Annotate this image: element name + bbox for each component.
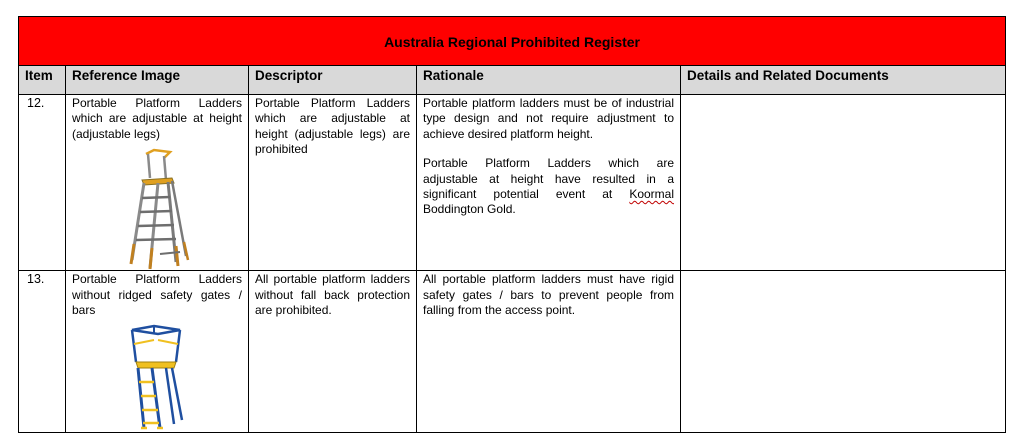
details-cell <box>681 95 1006 271</box>
column-header-item: Item <box>19 66 66 95</box>
reference-text: Portable Platform Ladders which are adjustable at height (adjustable legs) <box>72 96 242 141</box>
table-row <box>19 95 1006 271</box>
reference-text: Portable Platform Ladders without ridged safety gates / bars <box>72 272 242 318</box>
header-row <box>19 66 1006 95</box>
column-header-rationale: Rationale <box>417 66 681 95</box>
rationale-text: Portable Platform Ladders which are adjustable at height have resulted in a significant potential event at <box>423 156 674 202</box>
column-header-reference-image: Reference Image <box>66 66 249 95</box>
column-header-details: Details and Related Documents <box>681 66 1006 95</box>
rationale-paragraph <box>423 156 674 218</box>
platform-ladder-safety-gate-icon <box>124 324 186 432</box>
rationale-cell <box>417 271 681 433</box>
column-header-descriptor: Descriptor <box>249 66 417 95</box>
table-row <box>19 271 1006 433</box>
descriptor-cell: All portable platform ladders without fall back protection are prohibited. <box>249 271 417 433</box>
spelling-flagged-word: Koormal <box>629 187 674 202</box>
rationale-cell <box>417 95 681 271</box>
reference-image-cell <box>66 271 249 433</box>
reference-image-cell <box>66 95 249 271</box>
adjustable-platform-ladder-icon <box>124 148 194 270</box>
prohibited-register-table <box>18 16 1006 433</box>
item-number: 13. <box>19 271 66 433</box>
descriptor-cell: Portable Platform Ladders which are adjustable at height (adjustable legs) are prohibited <box>249 95 417 271</box>
rationale-paragraph: All portable platform ladders must have rigid safety gates / bars to prevent people from falling from the access point. <box>423 272 674 318</box>
register-title: Australia Regional Prohibited Register <box>19 17 1006 66</box>
rationale-text: Boddington Gold. <box>423 202 516 217</box>
details-cell <box>681 271 1006 433</box>
item-number: 12. <box>19 95 66 271</box>
rationale-paragraph: Portable platform ladders must be of industrial type design and not require adjustment to achieve desired platform height. <box>423 96 674 141</box>
